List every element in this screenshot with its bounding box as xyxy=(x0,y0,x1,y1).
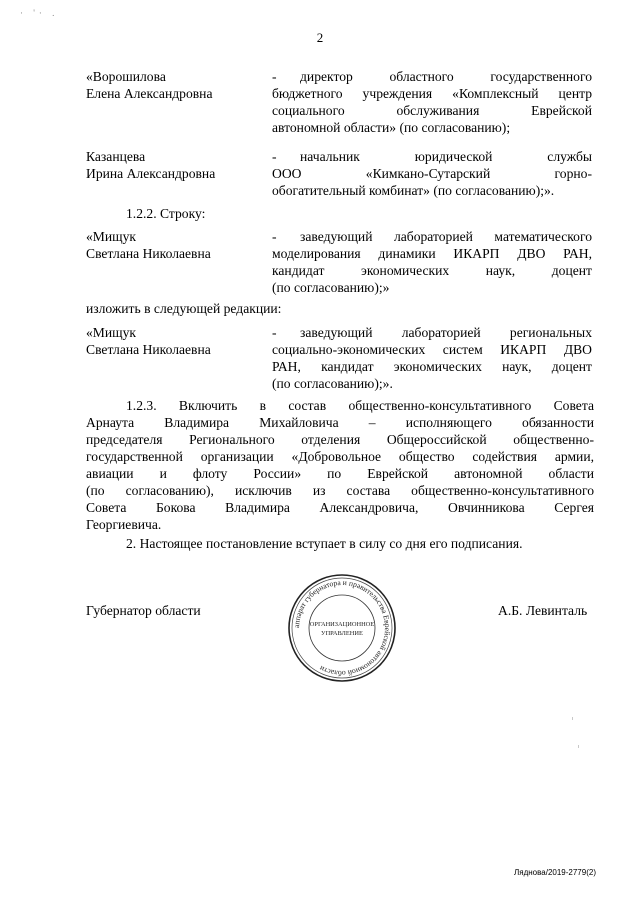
clause-1-2-3 xyxy=(86,397,594,533)
entry-desc-mishchuk-old xyxy=(272,228,592,296)
desc-line: моделирования динамики ИКАРП ДВО РАН, xyxy=(272,246,592,261)
desc-line: ООО «Кимкано-Сутарский горно- xyxy=(272,166,592,181)
desc-line: социально-экономических систем ИКАРП ДВО xyxy=(272,342,592,357)
dash: - xyxy=(272,69,277,84)
desc-line: кандидат экономических наук, доцент xyxy=(272,263,592,278)
entry-name-mishchuk-old xyxy=(86,228,211,262)
svg-text:УПРАВЛЕНИЕ: УПРАВЛЕНИЕ xyxy=(321,630,363,637)
paragraph-line: Совета Бокова Владимира Александровича, Овчинникова Сергея xyxy=(86,500,594,515)
desc-line: РАН, кандидат экономических наук, доцент xyxy=(272,359,592,374)
name-line: Ирина Александровна xyxy=(86,166,216,181)
clause-1-2-2: 1.2.2. Строку: xyxy=(126,206,206,221)
name-line: Светлана Николаевна xyxy=(86,246,211,261)
clause-2: 2. Настоящее постановление вступает в силу со дня его подписания. xyxy=(126,536,523,551)
dash: - xyxy=(272,149,277,164)
signature-position: Губернатор области xyxy=(86,603,201,618)
desc-line: заведующий лабораторией региональных xyxy=(300,325,592,340)
dash: - xyxy=(272,325,277,340)
paragraph-line: государственной организации «Добровольное общество содействия армии, xyxy=(86,449,594,464)
desc-line: заведующий лабораторией математического xyxy=(300,229,592,244)
entry-desc-voroshilova xyxy=(272,68,592,136)
desc-line: директор областного государственного xyxy=(300,69,592,84)
entry-name-mishchuk-new xyxy=(86,324,211,358)
paragraph-line: авиации и флоту России» по Еврейской автономной области xyxy=(86,466,594,481)
entry-name-voroshilova xyxy=(86,68,212,102)
desc-line: начальник юридической службы xyxy=(300,149,592,164)
page-number: 2 xyxy=(316,30,324,45)
name-line: «Ворошилова xyxy=(86,69,166,84)
scan-mark xyxy=(572,717,573,720)
name-line: «Мищук xyxy=(86,229,137,244)
entry-desc-kazantseva xyxy=(272,148,592,199)
scan-specks: · '· . xyxy=(20,8,59,18)
paragraph-line: (по согласованию), исключив из состава общественно-консультативного xyxy=(86,483,594,498)
name-line: Елена Александровна xyxy=(86,86,213,101)
official-seal xyxy=(286,572,398,684)
name-line: Светлана Николаевна xyxy=(86,342,211,357)
desc-line: бюджетного учреждения «Комплексный центр xyxy=(272,86,592,101)
desc-line: обогатительный комбинат» (по согласованию);». xyxy=(272,183,555,198)
paragraph-line: председателя Регионального отделения Общероссийской общественно- xyxy=(86,432,594,447)
svg-text:ОРГАНИЗАЦИОННОЕ: ОРГАНИЗАЦИОННОЕ xyxy=(309,621,375,628)
paragraph-line: 1.2.3. Включить в состав общественно-консультативного Совета xyxy=(126,398,594,413)
desc-line: социального обслуживания Еврейской xyxy=(272,103,592,118)
paragraph-line: Арнаута Владимира Михайловича – исполняющего обязанности xyxy=(86,415,594,430)
paragraph-line: Георгиевича. xyxy=(86,517,162,532)
replacement-intro: изложить в следующей редакции: xyxy=(86,301,282,316)
scan-mark xyxy=(578,745,579,748)
signature-name: А.Б. Левинталь xyxy=(498,603,588,618)
svg-text:аппарат губернатора и правител: аппарат губернатора и правительства Еврейской автономной области xyxy=(291,577,393,679)
document-reference: Ляднова/2019-2779(2) xyxy=(514,868,596,877)
name-line: Казанцева xyxy=(86,149,146,164)
desc-line: (по согласованию);» xyxy=(272,280,390,295)
name-line: «Мищук xyxy=(86,325,137,340)
entry-desc-mishchuk-new xyxy=(272,324,592,392)
dash: - xyxy=(272,229,277,244)
desc-line: (по согласованию);». xyxy=(272,376,393,391)
entry-name-kazantseva xyxy=(86,148,215,182)
desc-line: автономной области» (по согласованию); xyxy=(272,120,511,135)
